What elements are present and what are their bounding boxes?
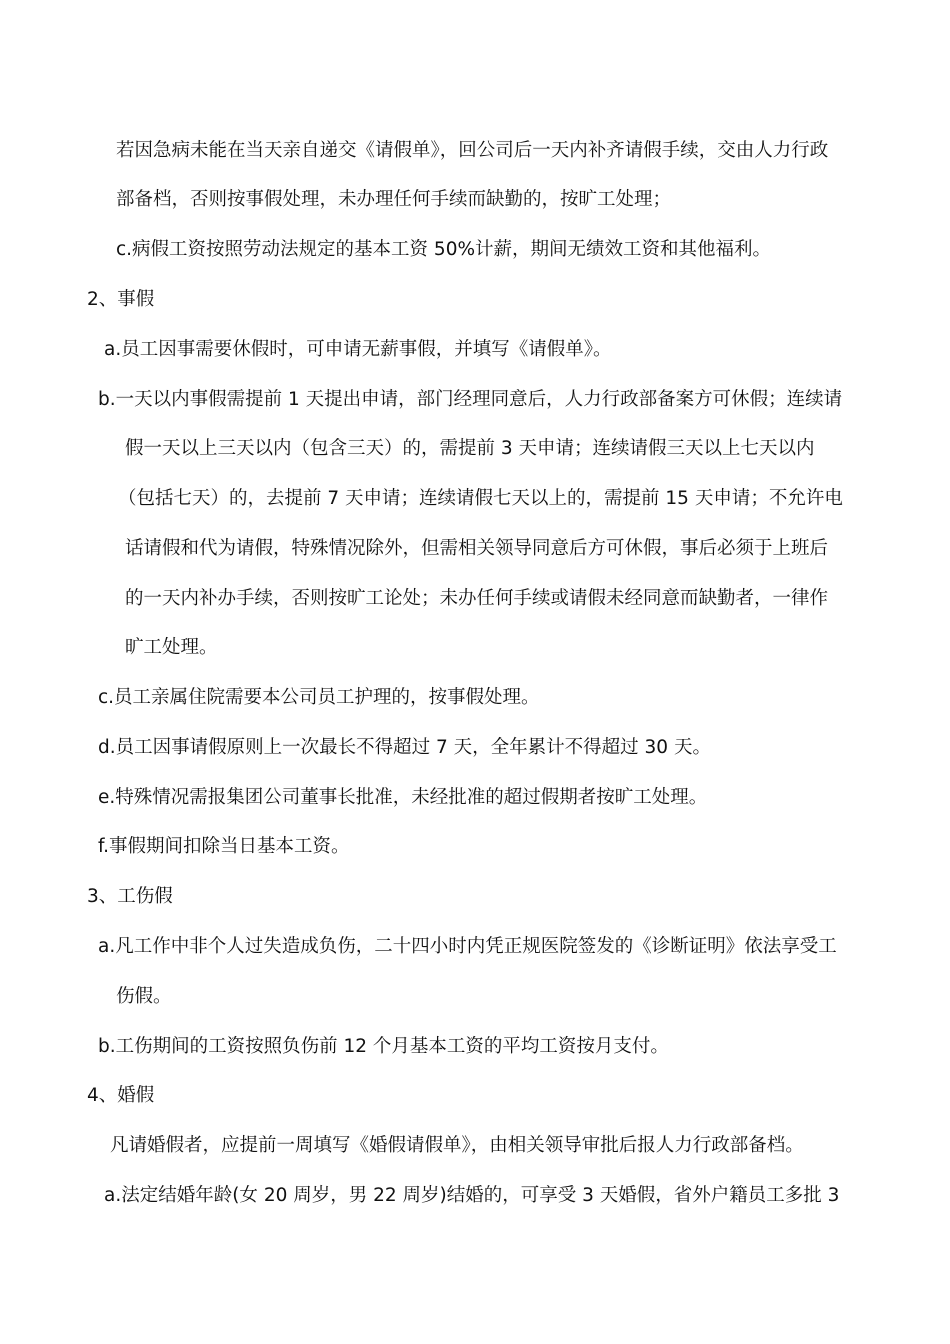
text-line: c.病假工资按照劳动法规定的基本工资 50%计薪，期间无绩效工资和其他福利。 (116, 239, 772, 260)
text-line: f.事假期间扣除当日基本工资。 (98, 836, 350, 857)
text-line: 若因急病未能在当天亲自递交《请假单》，回公司后一天内补齐请假手续，交由人力行政 (116, 140, 829, 161)
text-line: （包括七天）的，去提前 7 天申请；连续请假七天以上的，需提前 15 天申请；不允许电 (118, 488, 843, 509)
text-line: a.法定结婚年龄(女 20 周岁，男 22 周岁)结婚的，可享受 3 天婚假，省外户籍员工多批 3 (104, 1185, 840, 1206)
text-line: 话请假和代为请假，特殊情况除外，但需相关领导同意后方可休假，事后必须于上班后 (125, 538, 829, 559)
text-line: 旷工处理。 (125, 637, 218, 658)
text-line: b.工伤期间的工资按照负伤前 12 个月基本工资的平均工资按月支付。 (98, 1036, 669, 1057)
text-line: 凡请婚假者，应提前一周填写《婚假请假单》，由相关领导审批后报人力行政部备档。 (110, 1135, 804, 1156)
text-line: c.员工亲属住院需要本公司员工护理的，按事假处理。 (98, 687, 540, 708)
text-line: b.一天以内事假需提前 1 天提出申请，部门经理同意后，人力行政部备案方可休假；连续请 (98, 389, 843, 410)
text-line: d.员工因事请假原则上一次最长不得超过 7 天，全年累计不得超过 30 天。 (98, 737, 711, 758)
section-heading: 3、工伤假 (87, 886, 173, 907)
text-line: 的一天内补办手续，否则按旷工论处；未办任何手续或请假未经同意而缺勤者，一律作 (125, 588, 829, 609)
text-line: a.员工因事需要休假时，可申请无薪事假，并填写《请假单》。 (104, 339, 612, 360)
section-heading: 4、婚假 (87, 1085, 155, 1106)
text-line: 伤假。 (116, 986, 172, 1007)
text-line: 假一天以上三天以内（包含三天）的，需提前 3 天申请；连续请假三天以上七天以内 (125, 438, 815, 459)
text-line: a.凡工作中非个人过失造成负伤，二十四小时内凭正规医院签发的《诊断证明》依法享受工 (98, 936, 837, 957)
text-line: 部备档，否则按事假处理，未办理任何手续而缺勤的，按旷工处理； (116, 189, 672, 210)
text-line: e.特殊情况需报集团公司董事长批准，未经批准的超过假期者按旷工处理。 (98, 787, 708, 808)
section-heading: 2、事假 (87, 289, 155, 310)
